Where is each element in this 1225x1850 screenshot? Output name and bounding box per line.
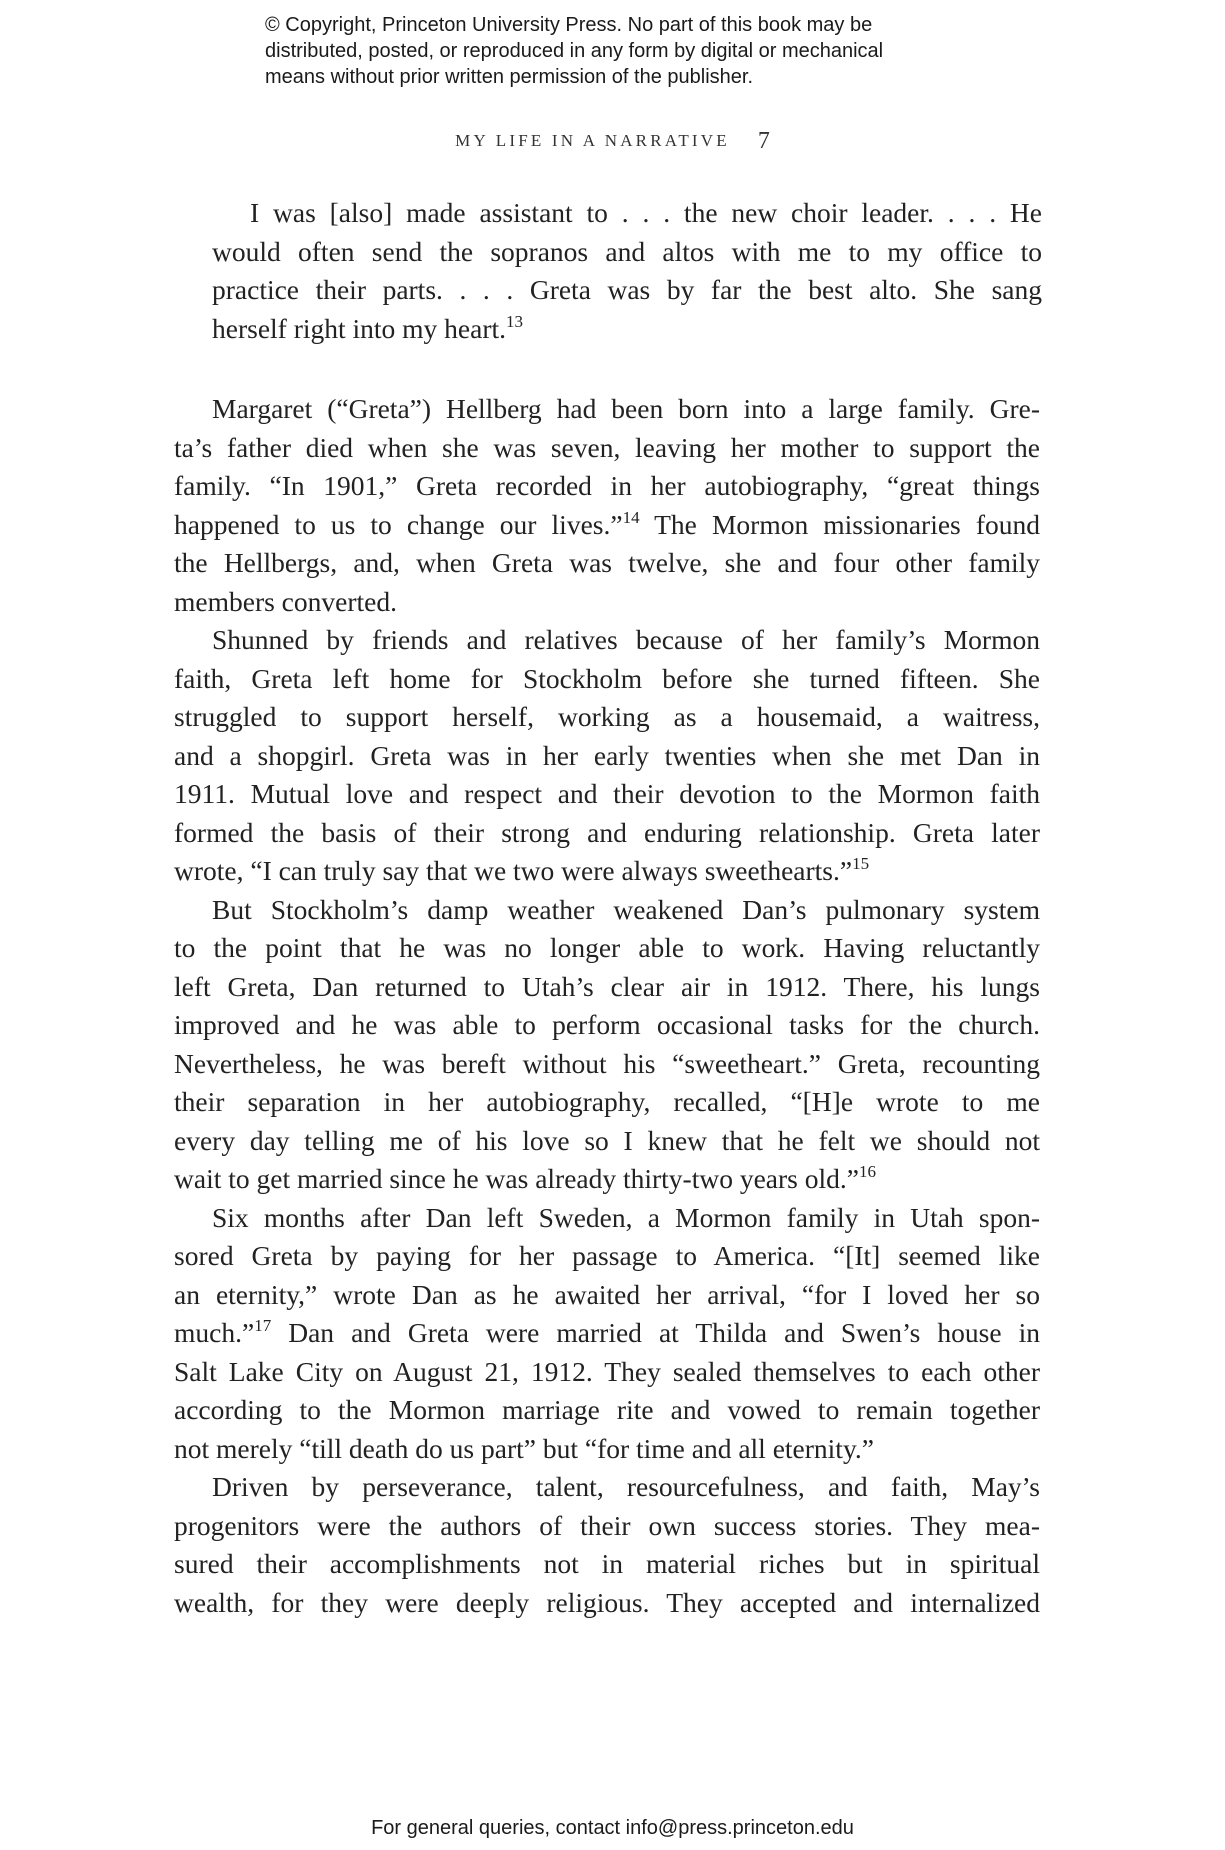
text-line xyxy=(174,1314,1040,1353)
running-head-title: MY LIFE IN A NARRATIVE xyxy=(455,131,730,150)
text-line: ta’s father died when she was seven, leaving her mother to support the xyxy=(174,431,1040,463)
footer-contact: For general queries, contact info@press.princeton.edu xyxy=(371,1817,854,1839)
copyright-line: © Copyright, Princeton University Press. No part of this book may be xyxy=(265,14,873,36)
text-line: sored Greta by paying for her passage to America. “[It] seemed like xyxy=(174,1240,1040,1271)
text-line: Shunned by friends and relatives because of her family’s Mormon xyxy=(212,624,1040,655)
text-fragment: The Mormon missionaries found xyxy=(639,508,1040,540)
text-line: according to the Mormon marriage rite and vowed to remain together xyxy=(174,1394,1040,1425)
text-line: wealth, for they were deeply religious. They accepted and internalized xyxy=(174,1586,1040,1618)
text-line: their separation in her autobiography, recalled, “[H]e wrote to me xyxy=(174,1086,1040,1117)
text-fragment: much.” xyxy=(174,1317,255,1348)
block-quote xyxy=(212,194,1042,348)
paragraph xyxy=(174,891,1040,1199)
footnote-marker: 17 xyxy=(254,1316,272,1335)
text-line xyxy=(174,852,1040,891)
text-line: Six months after Dan left Sweden, a Mormon family in Utah spon- xyxy=(212,1201,1040,1233)
copyright-notice xyxy=(265,12,1025,90)
quote-line: would often send the sopranos and altos with me to my office to xyxy=(212,235,1042,267)
footnote-marker: 15 xyxy=(852,854,870,873)
quote-line xyxy=(212,310,1042,349)
text-fragment: Dan and Greta were married at Thilda and Swen’s house in xyxy=(271,1317,1040,1348)
paragraph xyxy=(174,1199,1040,1469)
quote-line: practice their parts. . . . Greta was by far the best alto. She sang xyxy=(212,274,1042,305)
text-line: sured their accomplishments not in material riches but in spiritual xyxy=(174,1548,1040,1579)
quote-line: I was [also] made assistant to . . . the new choir leader. . . . He xyxy=(250,197,1042,228)
text-line: every day telling me of his love so I knew that he felt we should not xyxy=(174,1124,1040,1156)
page-number: 7 xyxy=(757,128,770,154)
footnote-marker: 13 xyxy=(506,311,524,331)
text-line: But Stockholm’s damp weather weakened Dan’s pulmonary system xyxy=(212,893,1040,925)
paragraph xyxy=(174,1468,1040,1622)
text-line: 1911. Mutual love and respect and their devotion to the Mormon faith xyxy=(174,778,1040,809)
paragraph xyxy=(174,390,1040,621)
text-line: Salt Lake City on August 21, 1912. They sealed themselves to each other xyxy=(174,1355,1040,1387)
text-line: faith, Greta left home for Stockholm before she turned fifteen. She xyxy=(174,662,1040,694)
text-line: members converted. xyxy=(174,585,397,617)
running-head xyxy=(0,128,1225,155)
text-line: family. “In 1901,” Greta recorded in her autobiography, “great things xyxy=(174,470,1040,501)
text-line: Driven by perseverance, talent, resourcefulness, and faith, May’s xyxy=(212,1471,1040,1502)
text-line: and a shopgirl. Greta was in her early twenties when she met Dan in xyxy=(174,739,1040,771)
text-line xyxy=(174,1160,1040,1199)
copyright-line: means without prior written permission of the publisher. xyxy=(265,66,754,88)
text-line: struggled to support herself, working as a housemaid, a waitress, xyxy=(174,701,1040,732)
text-line: Margaret (“Greta”) Hellberg had been born into a large family. Gre- xyxy=(212,393,1040,424)
text-fragment: wait to get married since he was already thirty-two years old.” xyxy=(174,1163,859,1194)
text-line: not merely “till death do us part” but “for time and all eternity.” xyxy=(174,1432,874,1464)
text-line: improved and he was able to perform occasional tasks for the church. xyxy=(174,1009,1040,1040)
text-line: formed the basis of their strong and enduring relationship. Greta later xyxy=(174,816,1040,848)
text-line: to the point that he was no longer able to work. Having reluctantly xyxy=(174,932,1040,963)
text-line: progenitors were the authors of their own success stories. They mea- xyxy=(174,1509,1040,1541)
paragraph xyxy=(174,621,1040,891)
footnote-marker: 16 xyxy=(858,1162,876,1181)
text-line: an eternity,” wrote Dan as he awaited her arrival, “for I loved her so xyxy=(174,1278,1040,1310)
copyright-line: distributed, posted, or reproduced in any form by digital or mechanical xyxy=(265,40,884,62)
text-line: left Greta, Dan returned to Utah’s clear air in 1912. There, his lungs xyxy=(174,970,1040,1002)
text-fragment: wrote, “I can truly say that we two were always sweethearts.” xyxy=(174,855,853,886)
quote-text: herself right into my heart. xyxy=(212,312,507,344)
text-line: Nevertheless, he was bereft without his “sweetheart.” Greta, recounting xyxy=(174,1047,1040,1079)
text-fragment: happened to us to change our lives.” xyxy=(174,508,623,540)
footnote-marker: 14 xyxy=(622,507,640,527)
text-line xyxy=(174,506,1040,545)
text-line: the Hellbergs, and, when Greta was twelve, she and four other family xyxy=(174,547,1040,578)
body-text xyxy=(174,390,1040,1622)
